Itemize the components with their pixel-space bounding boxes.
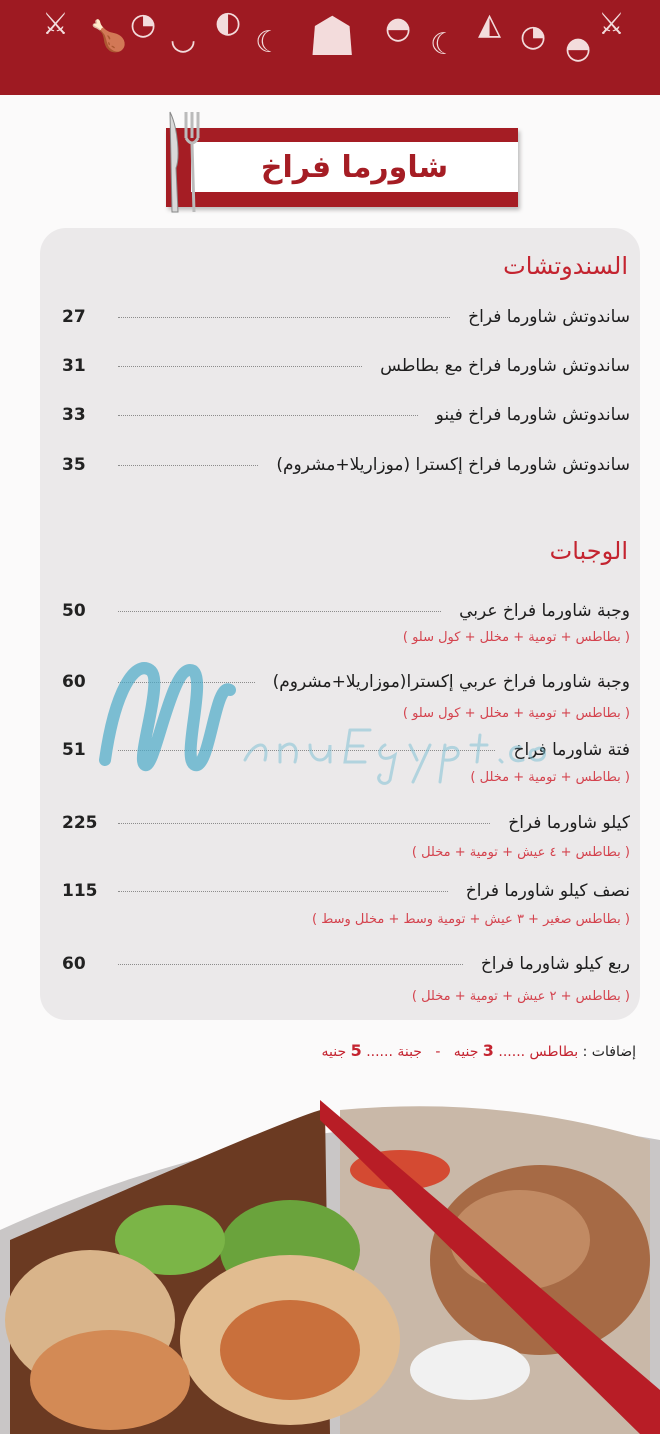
dotted-leader bbox=[118, 611, 441, 612]
dotted-leader bbox=[118, 465, 258, 466]
item-name: ساندوتش شاورما فراخ مع بطاطس bbox=[380, 356, 630, 376]
dotted-leader bbox=[118, 964, 463, 965]
addon-cheese: جبنة ...... bbox=[366, 1044, 422, 1060]
item-details: ( بطاطس صغير + ٣ عيش + تومية وسط + مخلل وسط ) bbox=[312, 912, 630, 927]
dotted-leader bbox=[118, 415, 418, 416]
dotted-leader bbox=[118, 823, 490, 824]
item-details: ( بطاطس + ٢ عيش + تومية + مخلل ) bbox=[411, 989, 630, 1004]
pizza-icon: ◔ bbox=[520, 19, 547, 54]
menu-item bbox=[62, 736, 630, 764]
drumstick-icon: 🍗 bbox=[90, 19, 128, 54]
page-title: شاورما فراخ bbox=[260, 149, 449, 185]
item-price: 27 bbox=[62, 307, 86, 327]
separator: - bbox=[435, 1044, 441, 1060]
section-heading-meals: الوجبات bbox=[549, 537, 628, 565]
fruit-icon: ◐ bbox=[215, 5, 242, 40]
item-price: 225 bbox=[62, 813, 98, 833]
addon-fries: بطاطس ...... bbox=[498, 1044, 579, 1060]
menu-item bbox=[62, 809, 630, 837]
item-price: 51 bbox=[62, 740, 86, 760]
addon-cheese-price: 5 bbox=[350, 1041, 362, 1060]
item-details: ( بطاطس + تومية + مخلل + كول سلو ) bbox=[402, 630, 630, 645]
dotted-leader bbox=[118, 317, 450, 318]
menu-item bbox=[62, 352, 630, 380]
item-name: ساندوتش شاورما فراخ إكسترا (موزاريلا+مشروم) bbox=[276, 455, 630, 475]
menu-item bbox=[62, 303, 630, 331]
item-name: ساندوتش شاورما فراخ bbox=[468, 307, 630, 327]
bowl-icon: ◡ bbox=[170, 22, 197, 57]
top-banner bbox=[0, 0, 660, 95]
menu-item bbox=[62, 401, 630, 429]
item-details: ( بطاطس + تومية + مخلل + كول سلو ) bbox=[402, 706, 630, 721]
item-details: ( بطاطس + تومية + مخلل ) bbox=[470, 770, 630, 785]
section-heading-sandwiches: السندوتشات bbox=[503, 252, 628, 280]
addon-fries-price: 3 bbox=[482, 1041, 494, 1060]
item-price: 31 bbox=[62, 356, 86, 376]
watermelon-icon: ◓ bbox=[385, 11, 412, 46]
skewer-icon: ⚔ bbox=[42, 7, 69, 42]
addons-label: إضافات : bbox=[582, 1044, 636, 1060]
cheese-icon: ◭ bbox=[478, 7, 502, 42]
currency: جنيه bbox=[321, 1044, 347, 1060]
item-name: وجبة شاورما فراخ عربي bbox=[459, 601, 630, 621]
dotted-leader bbox=[118, 682, 255, 683]
addons-line bbox=[322, 1041, 636, 1060]
item-details: ( بطاطس + ٤ عيش + تومية + مخلل ) bbox=[411, 845, 630, 860]
menu-item bbox=[62, 668, 630, 696]
burger-icon: ☗ bbox=[308, 5, 357, 68]
item-price: 60 bbox=[62, 672, 86, 692]
dotted-leader bbox=[118, 366, 362, 367]
watermelon-icon: ◓ bbox=[565, 31, 592, 66]
menu-item bbox=[62, 877, 630, 905]
menu-item bbox=[62, 597, 630, 625]
croissant-icon: ☾ bbox=[430, 27, 457, 62]
item-price: 50 bbox=[62, 601, 86, 621]
item-price: 60 bbox=[62, 954, 86, 974]
menu-item bbox=[62, 451, 630, 479]
currency: جنيه bbox=[453, 1044, 479, 1060]
item-name: ربع كيلو شاورما فراخ bbox=[480, 954, 630, 974]
item-name: فتة شاورما فراخ bbox=[513, 740, 630, 760]
dotted-leader bbox=[118, 891, 448, 892]
item-name: ساندوتش شاورما فراخ فينو bbox=[435, 405, 630, 425]
dotted-leader bbox=[118, 750, 495, 751]
item-name: كيلو شاورما فراخ bbox=[508, 813, 630, 833]
menu-item bbox=[62, 950, 630, 978]
item-price: 35 bbox=[62, 455, 86, 475]
item-price: 33 bbox=[62, 405, 86, 425]
title-banner bbox=[166, 128, 518, 207]
skewer-icon: ⚔ bbox=[598, 7, 625, 42]
croissant-icon: ☾ bbox=[255, 25, 282, 60]
food-photo bbox=[0, 1090, 660, 1434]
item-name: نصف كيلو شاورما فراخ bbox=[465, 881, 630, 901]
item-name: وجبة شاورما فراخ عربي إكسترا(موزاريلا+مشروم) bbox=[272, 672, 630, 692]
item-price: 115 bbox=[62, 881, 98, 901]
pizza-icon: ◔ bbox=[130, 7, 157, 42]
fork-knife-icon bbox=[162, 108, 218, 216]
